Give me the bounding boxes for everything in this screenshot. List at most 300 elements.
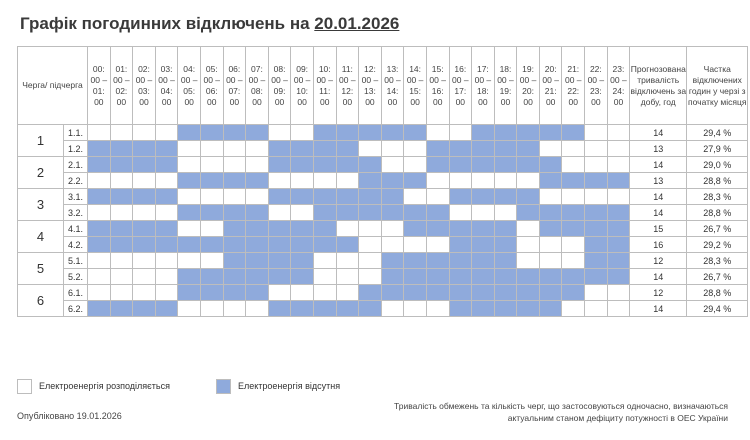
hour-cell-on	[88, 205, 111, 221]
hour-cell-on	[155, 285, 178, 301]
hour-cell-off	[336, 141, 359, 157]
hour-cell-on	[494, 173, 517, 189]
header-hour-1: 01: 00 – 02: 00	[110, 47, 133, 125]
legend-off	[216, 378, 340, 394]
share-value: 29,0 %	[687, 157, 748, 173]
hour-cell-off	[110, 237, 133, 253]
hour-cell-off	[110, 221, 133, 237]
hour-cell-off	[133, 301, 156, 317]
hour-cell-off	[449, 221, 472, 237]
hour-cell-on	[313, 173, 336, 189]
hour-cell-off	[110, 189, 133, 205]
hour-cell-off	[246, 205, 269, 221]
hour-cell-off	[494, 157, 517, 173]
hour-cell-off	[200, 237, 223, 253]
header-hour-18: 18: 00 – 19: 00	[494, 47, 517, 125]
header-hour-10: 10: 00 – 11: 00	[313, 47, 336, 125]
hour-cell-on	[359, 141, 382, 157]
header-hour-19: 19: 00 – 20: 00	[517, 47, 540, 125]
legend-label-on: Електроенергія розподіляється	[39, 381, 170, 391]
hour-cell-off	[313, 301, 336, 317]
hour-cell-off	[607, 221, 630, 237]
header-duration: Прогнозована тривалість відключень за добу, год	[630, 47, 687, 125]
hour-cell-on	[607, 301, 630, 317]
hour-cell-on	[200, 221, 223, 237]
hour-cell-off	[223, 125, 246, 141]
subgroup-label: 2.2.	[64, 173, 88, 189]
hour-cell-off	[133, 221, 156, 237]
hour-cell-off	[200, 125, 223, 141]
hour-cell-on	[607, 189, 630, 205]
hour-cell-off	[607, 173, 630, 189]
table-row	[18, 237, 748, 253]
table-header-row	[18, 47, 748, 125]
hour-cell-off	[200, 285, 223, 301]
hour-cell-on	[472, 205, 495, 221]
hour-cell-on	[449, 125, 472, 141]
hour-cell-on	[88, 285, 111, 301]
hour-cell-off	[246, 285, 269, 301]
table-row	[18, 189, 748, 205]
group-label: 6	[18, 285, 64, 317]
hour-cell-on	[472, 173, 495, 189]
hour-cell-off	[562, 221, 585, 237]
group-label: 4	[18, 221, 64, 253]
header-hour-14: 14: 00 – 15: 00	[404, 47, 427, 125]
hour-cell-off	[336, 205, 359, 221]
hour-cell-off	[359, 301, 382, 317]
hour-cell-off	[178, 237, 201, 253]
hour-cell-off	[291, 141, 314, 157]
duration-value: 12	[630, 253, 687, 269]
hour-cell-off	[359, 125, 382, 141]
header-hour-20: 20: 00 – 21: 00	[539, 47, 562, 125]
hour-cell-on	[246, 301, 269, 317]
hour-cell-on	[223, 189, 246, 205]
hour-cell-off	[155, 221, 178, 237]
hour-cell-on	[517, 173, 540, 189]
header-hour-7: 07: 00 – 08: 00	[246, 47, 269, 125]
duration-value: 13	[630, 173, 687, 189]
subgroup-label: 6.1.	[64, 285, 88, 301]
hour-cell-off	[110, 141, 133, 157]
hour-cell-off	[585, 205, 608, 221]
hour-cell-off	[268, 253, 291, 269]
legend-label-off: Електроенергія відсутня	[238, 381, 341, 391]
header-hour-13: 13: 00 – 14: 00	[381, 47, 404, 125]
hour-cell-off	[359, 205, 382, 221]
header-hour-9: 09: 00 – 10: 00	[291, 47, 314, 125]
hour-cell-on	[562, 301, 585, 317]
hour-cell-off	[313, 189, 336, 205]
hour-cell-off	[607, 237, 630, 253]
duration-value: 13	[630, 141, 687, 157]
hour-cell-on	[404, 237, 427, 253]
hour-cell-off	[517, 301, 540, 317]
hour-cell-on	[607, 141, 630, 157]
hour-cell-off	[223, 205, 246, 221]
share-value: 28,8 %	[687, 205, 748, 221]
hour-cell-on	[313, 269, 336, 285]
table-row	[18, 253, 748, 269]
subgroup-label: 3.1.	[64, 189, 88, 205]
hour-cell-off	[494, 141, 517, 157]
hour-cell-on	[110, 269, 133, 285]
subgroup-label: 4.2.	[64, 237, 88, 253]
hour-cell-off	[155, 189, 178, 205]
hour-cell-off	[404, 253, 427, 269]
hour-cell-off	[404, 269, 427, 285]
hour-cell-on	[133, 285, 156, 301]
duration-value: 12	[630, 285, 687, 301]
hour-cell-on	[155, 253, 178, 269]
hour-cell-off	[381, 189, 404, 205]
hour-cell-on	[585, 125, 608, 141]
hour-cell-off	[517, 157, 540, 173]
hour-cell-on	[291, 125, 314, 141]
hour-cell-off	[223, 173, 246, 189]
hour-cell-on	[585, 157, 608, 173]
legend-on	[17, 378, 170, 394]
hour-cell-on	[268, 125, 291, 141]
hour-cell-off	[539, 125, 562, 141]
hour-cell-off	[178, 205, 201, 221]
hour-cell-on	[426, 189, 449, 205]
hour-cell-off	[585, 173, 608, 189]
hour-cell-off	[88, 301, 111, 317]
hour-cell-on	[200, 141, 223, 157]
hour-cell-on	[517, 253, 540, 269]
hour-cell-off	[517, 205, 540, 221]
hour-cell-off	[88, 221, 111, 237]
hour-cell-off	[381, 269, 404, 285]
hour-cell-off	[472, 253, 495, 269]
hour-cell-on	[359, 269, 382, 285]
share-value: 28,8 %	[687, 285, 748, 301]
hour-cell-on	[585, 189, 608, 205]
hour-cell-on	[178, 301, 201, 317]
hour-cell-off	[517, 189, 540, 205]
hour-cell-on	[404, 141, 427, 157]
hour-cell-off	[449, 301, 472, 317]
hour-cell-off	[223, 253, 246, 269]
hour-cell-on	[88, 253, 111, 269]
hour-cell-off	[585, 237, 608, 253]
legend-swatch-off	[216, 379, 231, 394]
hour-cell-off	[517, 141, 540, 157]
duration-value: 14	[630, 189, 687, 205]
hour-cell-on	[313, 253, 336, 269]
hour-cell-off	[539, 173, 562, 189]
hour-cell-on	[268, 285, 291, 301]
hour-cell-off	[449, 285, 472, 301]
subgroup-label: 5.2.	[64, 269, 88, 285]
table-row	[18, 125, 748, 141]
hour-cell-off	[291, 189, 314, 205]
hour-cell-off	[291, 253, 314, 269]
subgroup-label: 4.1.	[64, 221, 88, 237]
hour-cell-off	[585, 221, 608, 237]
hour-cell-off	[133, 237, 156, 253]
hour-cell-off	[381, 173, 404, 189]
group-label: 2	[18, 157, 64, 189]
page-title	[20, 14, 399, 34]
hour-cell-off	[539, 301, 562, 317]
share-value: 28,3 %	[687, 253, 748, 269]
hour-cell-on	[404, 157, 427, 173]
hour-cell-off	[472, 189, 495, 205]
hour-cell-on	[110, 285, 133, 301]
header-hour-22: 22: 00 – 23: 00	[585, 47, 608, 125]
duration-value: 14	[630, 157, 687, 173]
group-label: 3	[18, 189, 64, 221]
hour-cell-off	[88, 141, 111, 157]
title-date: 20.01.2026	[314, 14, 400, 33]
table-row	[18, 269, 748, 285]
hour-cell-on	[539, 141, 562, 157]
hour-cell-on	[200, 189, 223, 205]
subgroup-label: 2.1.	[64, 157, 88, 173]
hour-cell-off	[268, 237, 291, 253]
hour-cell-off	[336, 237, 359, 253]
outage-schedule-table	[17, 46, 748, 317]
hour-cell-off	[291, 237, 314, 253]
header-hour-12: 12: 00 – 13: 00	[359, 47, 382, 125]
hour-cell-off	[291, 157, 314, 173]
hour-cell-on	[178, 253, 201, 269]
hour-cell-on	[291, 285, 314, 301]
header-hour-6: 06: 00 – 07: 00	[223, 47, 246, 125]
hour-cell-off	[426, 205, 449, 221]
subgroup-label: 1.1.	[64, 125, 88, 141]
hour-cell-off	[472, 301, 495, 317]
hour-cell-on	[110, 253, 133, 269]
share-value: 29,2 %	[687, 237, 748, 253]
table-row	[18, 205, 748, 221]
hour-cell-off	[178, 125, 201, 141]
hour-cell-off	[472, 221, 495, 237]
hour-cell-on	[291, 173, 314, 189]
hour-cell-off	[223, 269, 246, 285]
header-hour-11: 11: 00 – 12: 00	[336, 47, 359, 125]
hour-cell-on	[539, 189, 562, 205]
hour-cell-off	[426, 221, 449, 237]
hour-cell-off	[223, 285, 246, 301]
hour-cell-on	[110, 173, 133, 189]
hour-cell-off	[155, 141, 178, 157]
hour-cell-off	[607, 253, 630, 269]
hour-cell-on	[539, 253, 562, 269]
hour-cell-off	[539, 285, 562, 301]
share-value: 28,8 %	[687, 173, 748, 189]
header-hour-8: 08: 00 – 09: 00	[268, 47, 291, 125]
hour-cell-off	[494, 125, 517, 141]
hour-cell-off	[178, 285, 201, 301]
hour-cell-off	[562, 285, 585, 301]
hour-cell-off	[494, 301, 517, 317]
hour-cell-off	[88, 237, 111, 253]
hour-cell-on	[585, 301, 608, 317]
share-value: 29,4 %	[687, 125, 748, 141]
hour-cell-on	[562, 253, 585, 269]
hour-cell-off	[88, 157, 111, 173]
hour-cell-on	[404, 301, 427, 317]
hour-cell-off	[381, 205, 404, 221]
hour-cell-on	[178, 157, 201, 173]
hour-cell-on	[133, 253, 156, 269]
share-value: 28,3 %	[687, 189, 748, 205]
hour-cell-off	[426, 269, 449, 285]
table-row	[18, 141, 748, 157]
hour-cell-off	[381, 285, 404, 301]
hour-cell-off	[426, 285, 449, 301]
share-value: 26,7 %	[687, 221, 748, 237]
hour-cell-off	[449, 157, 472, 173]
hour-cell-on	[517, 237, 540, 253]
hour-cell-off	[585, 269, 608, 285]
hour-cell-on	[449, 173, 472, 189]
share-value: 29,4 %	[687, 301, 748, 317]
hour-cell-off	[359, 285, 382, 301]
hour-cell-on	[562, 157, 585, 173]
table-body	[18, 125, 748, 317]
hour-cell-on	[246, 157, 269, 173]
hour-cell-on	[336, 253, 359, 269]
hour-cell-on	[246, 141, 269, 157]
hour-cell-off	[291, 221, 314, 237]
hour-cell-on	[88, 173, 111, 189]
hour-cell-off	[88, 189, 111, 205]
hour-cell-on	[517, 221, 540, 237]
duration-value: 14	[630, 269, 687, 285]
hour-cell-off	[268, 301, 291, 317]
share-value: 26,7 %	[687, 269, 748, 285]
hour-cell-off	[246, 125, 269, 141]
hour-cell-off	[200, 205, 223, 221]
hour-cell-off	[268, 221, 291, 237]
header-hour-15: 15: 00 – 16: 00	[426, 47, 449, 125]
table-row	[18, 301, 748, 317]
share-value: 27,9 %	[687, 141, 748, 157]
hour-cell-off	[133, 189, 156, 205]
header-hour-23: 23: 00 – 24: 00	[607, 47, 630, 125]
hour-cell-off	[404, 125, 427, 141]
group-label: 1	[18, 125, 64, 157]
hour-cell-off	[178, 173, 201, 189]
hour-cell-off	[223, 237, 246, 253]
hour-cell-off	[494, 285, 517, 301]
hour-cell-off	[155, 157, 178, 173]
hour-cell-off	[539, 269, 562, 285]
header-group-label: Черга/ підчерга	[18, 47, 88, 125]
hour-cell-off	[268, 157, 291, 173]
hour-cell-on	[359, 237, 382, 253]
duration-value: 14	[630, 125, 687, 141]
hour-cell-off	[449, 189, 472, 205]
hour-cell-off	[200, 269, 223, 285]
hour-cell-on	[494, 205, 517, 221]
hour-cell-off	[155, 237, 178, 253]
hour-cell-off	[246, 173, 269, 189]
hour-cell-on	[200, 253, 223, 269]
duration-value: 15	[630, 221, 687, 237]
hour-cell-off	[155, 301, 178, 317]
hour-cell-off	[517, 285, 540, 301]
hour-cell-on	[336, 221, 359, 237]
hour-cell-on	[585, 285, 608, 301]
hour-cell-on	[155, 205, 178, 221]
hour-cell-off	[426, 157, 449, 173]
hour-cell-on	[178, 141, 201, 157]
hour-cell-on	[607, 285, 630, 301]
hour-cell-off	[539, 157, 562, 173]
hour-cell-off	[313, 141, 336, 157]
hour-cell-on	[110, 125, 133, 141]
hour-cell-on	[562, 189, 585, 205]
hour-cell-on	[223, 141, 246, 157]
hour-cell-off	[562, 173, 585, 189]
header-hour-16: 16: 00 – 17: 00	[449, 47, 472, 125]
hour-cell-off	[268, 269, 291, 285]
hour-cell-off	[200, 173, 223, 189]
hour-cell-off	[246, 221, 269, 237]
hour-cell-on	[336, 269, 359, 285]
hour-cell-on	[155, 125, 178, 141]
hour-cell-off	[336, 125, 359, 141]
subgroup-label: 6.2.	[64, 301, 88, 317]
hour-cell-off	[359, 189, 382, 205]
subgroup-label: 1.2.	[64, 141, 88, 157]
hour-cell-off	[472, 285, 495, 301]
hour-cell-off	[404, 205, 427, 221]
hour-cell-off	[313, 205, 336, 221]
hour-cell-off	[472, 141, 495, 157]
header-hour-0: 00: 00 – 01: 00	[88, 47, 111, 125]
hour-cell-on	[426, 301, 449, 317]
hour-cell-off	[472, 237, 495, 253]
hour-cell-on	[133, 125, 156, 141]
hour-cell-off	[539, 221, 562, 237]
hour-cell-off	[133, 157, 156, 173]
hour-cell-off	[607, 205, 630, 221]
hour-cell-on	[539, 237, 562, 253]
hour-cell-off	[517, 125, 540, 141]
hour-cell-off	[381, 125, 404, 141]
hour-cell-off	[268, 141, 291, 157]
hour-cell-on	[133, 269, 156, 285]
duration-value: 14	[630, 205, 687, 221]
duration-value: 16	[630, 237, 687, 253]
hour-cell-on	[155, 173, 178, 189]
hour-cell-on	[88, 269, 111, 285]
hour-cell-on	[200, 301, 223, 317]
hour-cell-off	[449, 253, 472, 269]
table-row	[18, 221, 748, 237]
table-row	[18, 285, 748, 301]
hour-cell-off	[359, 157, 382, 173]
hour-cell-off	[313, 237, 336, 253]
hour-cell-on	[223, 157, 246, 173]
hour-cell-off	[110, 301, 133, 317]
hour-cell-off	[449, 237, 472, 253]
header-hour-21: 21: 00 – 22: 00	[562, 47, 585, 125]
table-row	[18, 173, 748, 189]
hour-cell-off	[246, 269, 269, 285]
hour-cell-off	[336, 157, 359, 173]
hour-cell-on	[178, 221, 201, 237]
hour-cell-off	[562, 205, 585, 221]
hour-cell-on	[246, 189, 269, 205]
